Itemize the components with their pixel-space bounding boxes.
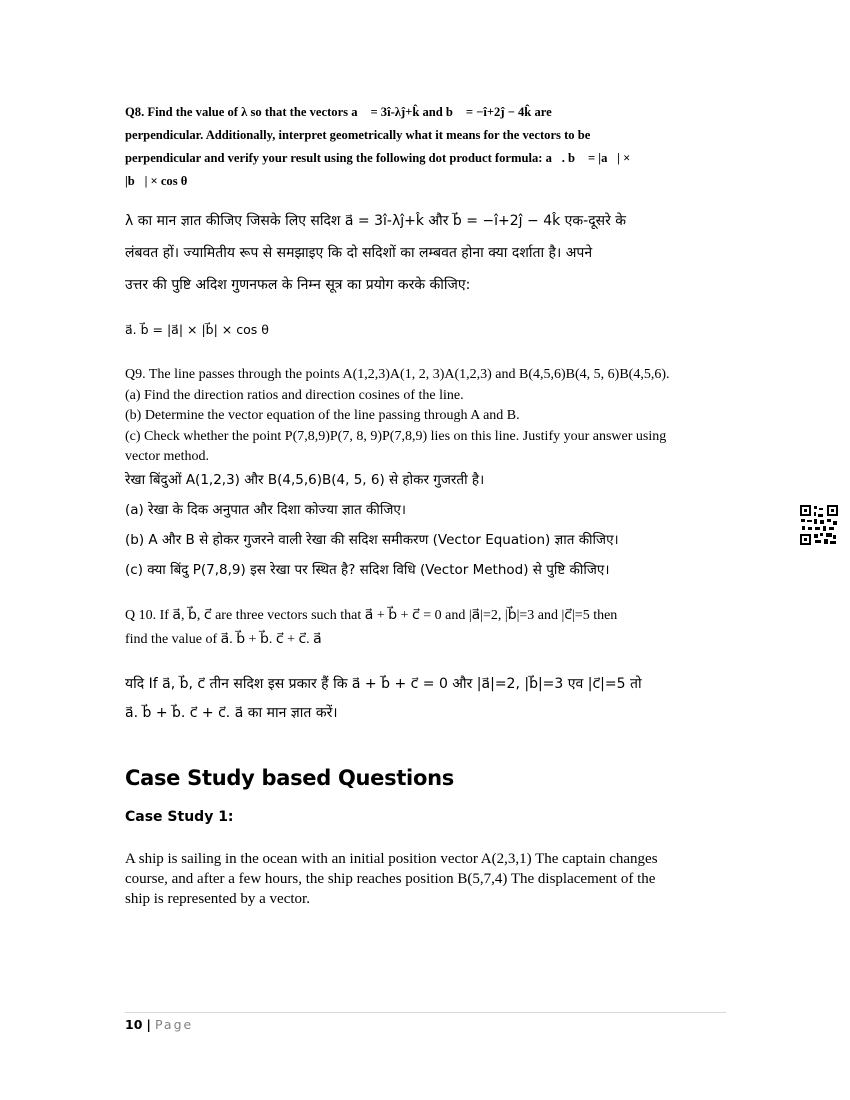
footer-divider	[125, 1012, 726, 1013]
q9-hindi-line-4: (c) क्या बिंदु P(7,8,9) इस रेखा पर स्थित है? सदिश विधि (Vector Method) से पुष्टि कीजिए।	[125, 562, 610, 578]
section-heading: Case Study based Questions	[125, 766, 454, 790]
question-10-english	[125, 604, 725, 652]
q8-hindi-line-1: λ का मान ज्ञात कीजिए जिसके लिए सदिश a⃗ = 3î-λĵ+k̂ और b⃗ = −î+2ĵ − 4k̂ एक-दूसरे के	[125, 213, 627, 229]
q10-line-2: find the value of a⃗. b⃗ + b⃗. c⃗ + c⃗. a⃗	[125, 632, 322, 647]
question-9-english	[125, 365, 725, 468]
case-study-line-3: ship is represented by a vector.	[125, 891, 310, 907]
q9-line-4: (c) Check whether the point P(7,8,9)P(7, 8, 9)P(7,8,9) lies on this line. Justify your answer using	[125, 428, 667, 444]
dot-product-formula: a⃗. b⃗ = |a⃗| × |b⃗| × cos θ	[125, 322, 269, 337]
case-study-line-2: course, and after a few hours, the ship reaches position B(5,7,4) The displacement of the	[125, 871, 656, 887]
q10-line-1: Q 10. If a⃗, b⃗, c⃗ are three vectors such that a⃗ + b⃗ + c⃗ = 0 and |a⃗|=2, |b⃗|=3 and |c⃗|=5 then	[125, 608, 618, 623]
q8-line-4: |b⃗| × cos θ	[125, 174, 188, 188]
q9-hindi-line-1: रेखा बिंदुओं A(1,2,3) और B(4,5,6)B(4, 5, 6) से होकर गुजरती है।	[125, 472, 485, 488]
q9-line-3: (b) Determine the vector equation of the line passing through A and B.	[125, 408, 520, 423]
q8-line-3: perpendicular and verify your result using the following dot product formula: a⃗. b⃗ = |a⃗| ×	[125, 151, 631, 165]
question-9-hindi	[125, 465, 725, 585]
case-study-title: Case Study 1:	[125, 809, 234, 825]
case-study-line-1: A ship is sailing in the ocean with an initial position vector A(2,3,1) The captain changes	[125, 851, 658, 867]
q10-hindi-line-2: a⃗. b⃗ + b⃗. c⃗ + c⃗. a⃗ का मान ज्ञात करें।	[125, 705, 338, 721]
q8-line-2: perpendicular. Additionally, interpret geometrically what it means for the vectors to be	[125, 128, 591, 142]
q9-hindi-line-2: (a) रेखा के दिक अनुपात और दिशा कोज्या ज्ञात कीजिए।	[125, 502, 406, 518]
page-footer	[125, 1017, 193, 1032]
q9-line-5: vector method.	[125, 449, 209, 464]
page-number: 10	[125, 1017, 143, 1032]
page-label: Page	[154, 1017, 194, 1032]
q8-hindi-line-2: लंबवत हों। ज्यामितीय रूप से समझाइए कि दो सदिशों का लम्बवत होना क्या दर्शाता है। अपने	[125, 245, 593, 261]
q10-hindi-line-1: यदि If a⃗, b⃗, c⃗ तीन सदिश इस प्रकार हैं कि a⃗ + b⃗ + c⃗ = 0 और |a⃗|=2, |b⃗|=3 एव |c⃗|=5 तो	[125, 676, 642, 692]
q9-hindi-line-3: (b) A और B से होकर गुजरने वाली रेखा की सदिश समीकरण (Vector Equation) ज्ञात कीजिए।	[125, 532, 619, 548]
question-10-hindi	[125, 670, 725, 728]
case-study-body	[125, 849, 725, 909]
q8-line-1: Q8. Find the value of λ so that the vectors a⃗ = 3î-λĵ+k̂ and b⃗ = −î+2ĵ − 4k̂ are	[125, 105, 552, 119]
q8-hindi-line-3: उत्तर की पुष्टि अदिश गुणनफल के निम्न सूत्र का प्रयोग करके कीजिए:	[125, 277, 471, 293]
qr-code-icon	[800, 505, 838, 545]
footer-separator: |	[146, 1017, 151, 1032]
q9-line-2: (a) Find the direction ratios and direction cosines of the line.	[125, 387, 464, 403]
q9-line-1: Q9. The line passes through the points A(1,2,3)A(1, 2, 3)A(1,2,3) and B(4,5,6)B(4, 5, 6)B(4,5,6).	[125, 367, 670, 382]
question-8-hindi	[125, 205, 725, 301]
question-8-english	[125, 101, 725, 193]
